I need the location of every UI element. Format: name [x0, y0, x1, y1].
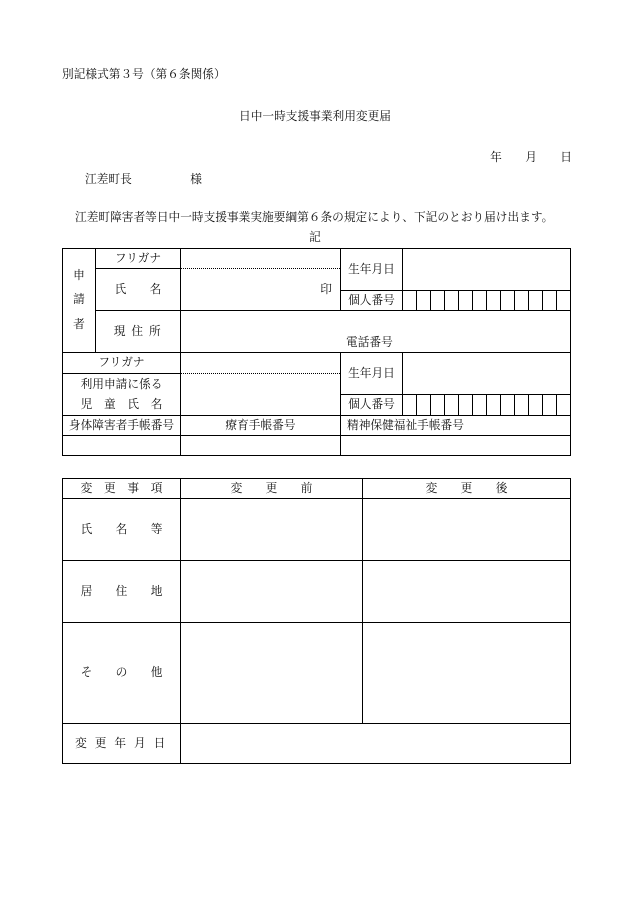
other-before-field[interactable]	[181, 623, 363, 724]
applicant-mynumber-digit-box[interactable]	[487, 291, 501, 311]
child-furigana-label: フリガナ	[63, 353, 181, 374]
child-mynumber-digit-box[interactable]	[543, 395, 557, 416]
child-name-label-line1: 利用申請に係る	[80, 377, 163, 391]
applicant-mynumber-digit-box[interactable]	[459, 291, 473, 311]
applicant-section-label	[63, 249, 96, 353]
child-birthdate-label: 生年月日	[341, 353, 403, 395]
form-title: 日中一時支援事業利用変更届	[239, 110, 391, 123]
child-mynumber-digit-box[interactable]	[445, 395, 459, 416]
residence-before-field[interactable]	[181, 561, 363, 623]
applicant-info-table	[62, 248, 571, 456]
rehabilitation-handbook-field[interactable]	[181, 436, 341, 456]
child-mynumber-digit-box[interactable]	[501, 395, 515, 416]
applicant-name-field[interactable]	[181, 269, 341, 311]
child-mynumber-digit-box[interactable]	[529, 395, 543, 416]
child-name-label	[63, 374, 181, 416]
child-mynumber-digit-box[interactable]	[431, 395, 445, 416]
applicant-mynumber-digit-box[interactable]	[557, 291, 571, 311]
child-mynumber-digit-box[interactable]	[459, 395, 473, 416]
applicant-furigana-field[interactable]	[181, 249, 341, 269]
submission-date-line: 年 月 日	[490, 151, 572, 164]
applicant-mynumber-digit-box[interactable]	[403, 291, 417, 311]
addressee-line: 江差町長 様	[85, 173, 202, 186]
child-mynumber-digit-box[interactable]	[487, 395, 501, 416]
applicant-mynumber-digit-box[interactable]	[473, 291, 487, 311]
other-label: そ の 他	[63, 623, 181, 724]
child-mynumber-digit-box[interactable]	[417, 395, 431, 416]
child-mynumber-digit-box[interactable]	[473, 395, 487, 416]
change-details-table	[62, 478, 571, 764]
child-mynumber-digit-box[interactable]	[403, 395, 417, 416]
name-etc-after-field[interactable]	[363, 499, 571, 561]
applicant-furigana-label: フリガナ	[96, 249, 181, 269]
declaration-text: 江差町障害者等日中一時支援事業実施要綱第６条の規定により、下記のとおり届け出ます。	[75, 211, 554, 224]
child-name-label-line2: 児 童 氏 名	[80, 397, 163, 411]
mental-health-handbook-label: 精神保健福祉手帳番号	[341, 416, 571, 436]
applicant-section-label-text: 申請者	[73, 268, 85, 331]
applicant-birthdate-field[interactable]	[403, 249, 571, 291]
seal-mark: 印	[320, 282, 332, 296]
child-birthdate-field[interactable]	[403, 353, 571, 395]
child-furigana-field[interactable]	[181, 353, 341, 374]
name-etc-label: 氏 名 等	[63, 499, 181, 561]
rehabilitation-handbook-label: 療育手帳番号	[181, 416, 341, 436]
child-name-field[interactable]	[181, 374, 341, 416]
applicant-mynumber-label: 個人番号	[341, 291, 403, 311]
applicant-mynumber-digit-box[interactable]	[417, 291, 431, 311]
applicant-address-label: 現 住 所	[96, 311, 181, 353]
mental-health-handbook-field[interactable]	[341, 436, 571, 456]
applicant-address-field[interactable]	[181, 311, 571, 353]
applicant-mynumber-digit-box[interactable]	[431, 291, 445, 311]
residence-label: 居 住 地	[63, 561, 181, 623]
change-date-field[interactable]	[181, 724, 571, 764]
name-etc-before-field[interactable]	[181, 499, 363, 561]
before-change-header: 変 更 前	[181, 479, 363, 499]
applicant-mynumber-digit-box[interactable]	[529, 291, 543, 311]
physical-disability-handbook-label: 身体障害者手帳番号	[63, 416, 181, 436]
phone-number-label: 電話番号	[346, 336, 393, 349]
physical-disability-handbook-field[interactable]	[63, 436, 181, 456]
applicant-mynumber-digit-box[interactable]	[501, 291, 515, 311]
ki-heading: 記	[309, 231, 321, 244]
residence-after-field[interactable]	[363, 561, 571, 623]
form-number-note: 別記様式第３号（第６条関係）	[62, 68, 226, 81]
applicant-birthdate-label: 生年月日	[341, 249, 403, 291]
applicant-mynumber-digit-box[interactable]	[515, 291, 529, 311]
applicant-mynumber-digit-box[interactable]	[543, 291, 557, 311]
change-item-header: 変 更 事 項	[63, 479, 181, 499]
applicant-mynumber-digit-box[interactable]	[445, 291, 459, 311]
change-date-label: 変 更 年 月 日	[63, 724, 181, 764]
child-mynumber-label: 個人番号	[341, 395, 403, 416]
after-change-header: 変 更 後	[363, 479, 571, 499]
child-mynumber-digit-box[interactable]	[557, 395, 571, 416]
child-mynumber-digit-box[interactable]	[515, 395, 529, 416]
applicant-name-label: 氏 名	[96, 269, 181, 311]
other-after-field[interactable]	[363, 623, 571, 724]
